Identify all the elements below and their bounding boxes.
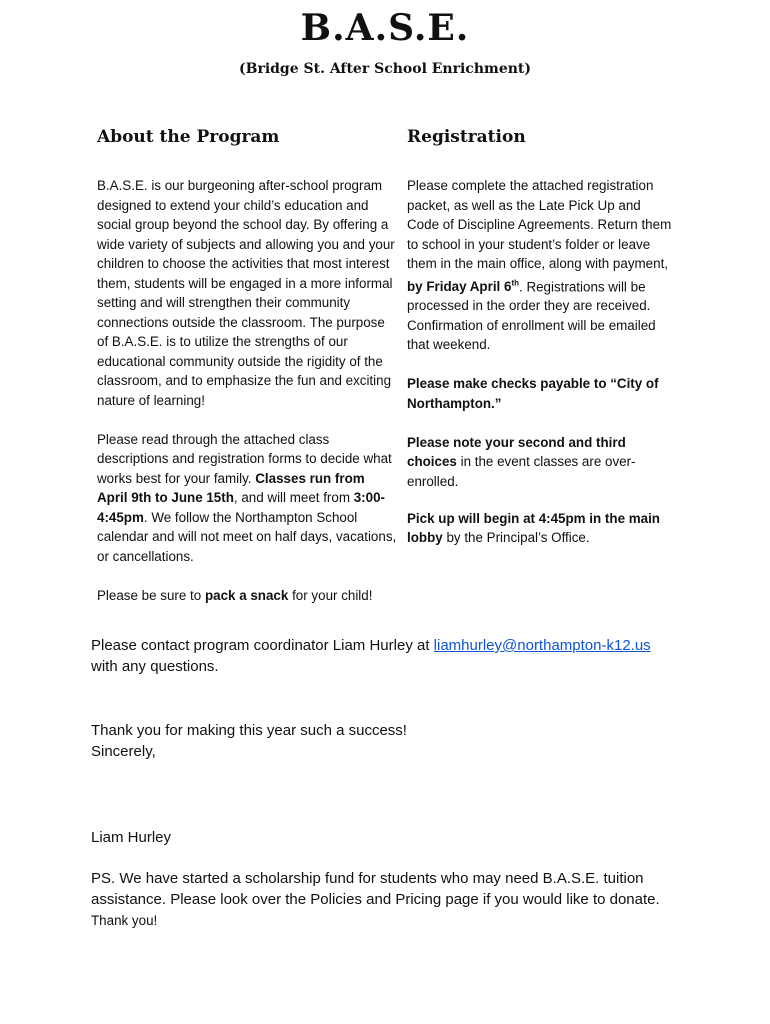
- page-subtitle: (Bridge St. After School Enrichment): [238, 61, 532, 77]
- deadline-text: by Friday April 6: [407, 278, 512, 294]
- ps-thanks: Thank you!: [91, 913, 158, 928]
- registration-column: [407, 176, 675, 567]
- pickup-note: Pick up will begin at 4:45pm in the main lobby: [407, 510, 660, 546]
- registration-p1-text-b: . Registrations will be processed in the order they are received. Confirmation of enrollment will be emailed that weekend.: [407, 278, 656, 353]
- class-dates: Classes run from April 9th to June 15th: [97, 470, 365, 505]
- email-link[interactable]: liamhurley@northampton-k12.us: [433, 637, 651, 654]
- contact-paragraph: [91, 635, 691, 677]
- checks-note: Please make checks payable to “City of Northampton.”: [407, 376, 659, 411]
- class-times: 3:00-4:45pm: [97, 490, 385, 525]
- ps-block: [91, 868, 691, 931]
- snack-note: pack a snack: [204, 587, 289, 603]
- about-p3-text-b: for your child!: [292, 587, 373, 603]
- ps-text: PS. We have started a scholarship fund for students who may need B.A.S.E. tuition assistance. Please look over the Policies and Pricing page if you would like to donate.: [91, 870, 660, 908]
- about-p2-text-c: . We follow the Northampton School calendar and will not meet on half days, vacations, or cancellations.: [97, 509, 397, 564]
- choices-paragraph: [407, 433, 675, 492]
- about-column: [97, 176, 397, 625]
- about-paragraph-3: [97, 586, 397, 606]
- registration-deadline: [407, 279, 519, 294]
- registration-p1-text-a: Please complete the attached registration packet, as well as the Late Pick Up and Code of Discipline Agreements. Return them to school in your student’s folder or leave them in the main office, along with payment,: [407, 178, 672, 271]
- contact-text-a: Please contact program coordinator Liam Hurley at: [91, 637, 430, 654]
- page-title: B.A.S.E.: [300, 7, 470, 49]
- choices-note: Please note your second and third choices: [407, 434, 626, 470]
- checks-paragraph: [407, 374, 675, 413]
- about-paragraph-2: [97, 430, 397, 567]
- about-p2-text-b: , and will meet from: [233, 490, 350, 505]
- contact-text-b: with any questions.: [91, 658, 219, 675]
- about-p3-text-a: Please be sure to: [97, 587, 202, 603]
- about-heading: About the Program: [97, 127, 280, 147]
- pickup-rest: by the Principal’s Office.: [446, 530, 590, 546]
- deadline-suffix: th: [511, 278, 519, 288]
- registration-heading: Registration: [407, 127, 526, 147]
- about-p2-text-a: Please read through the attached class descriptions and registration forms to decide what works best for your family.: [97, 431, 392, 486]
- registration-paragraph-1: [407, 176, 675, 355]
- pickup-paragraph: [407, 509, 675, 548]
- thanks-line: Thank you for making this year such a success!: [91, 722, 407, 739]
- closing-line: Sincerely,: [91, 743, 156, 760]
- about-paragraph-1: B.A.S.E. is our burgeoning after-school program designed to extend your child’s education and social group beyond the school day. By offering a wide variety of subjects and allowing you and your children to choose the activities that most interest them, students will be engaged in a more informal setting and will strengthen their community connections outside the classroom. The purpose of B.A.S.E. is to utilize the strengths of our educational community outside the rigidity of the classroom, and to emphasize the fun and exciting nature of learning!: [97, 178, 395, 408]
- closing-block: [91, 720, 691, 762]
- choices-rest: in the event classes are over-enrolled.: [407, 454, 636, 489]
- signature: Liam Hurley: [91, 829, 172, 846]
